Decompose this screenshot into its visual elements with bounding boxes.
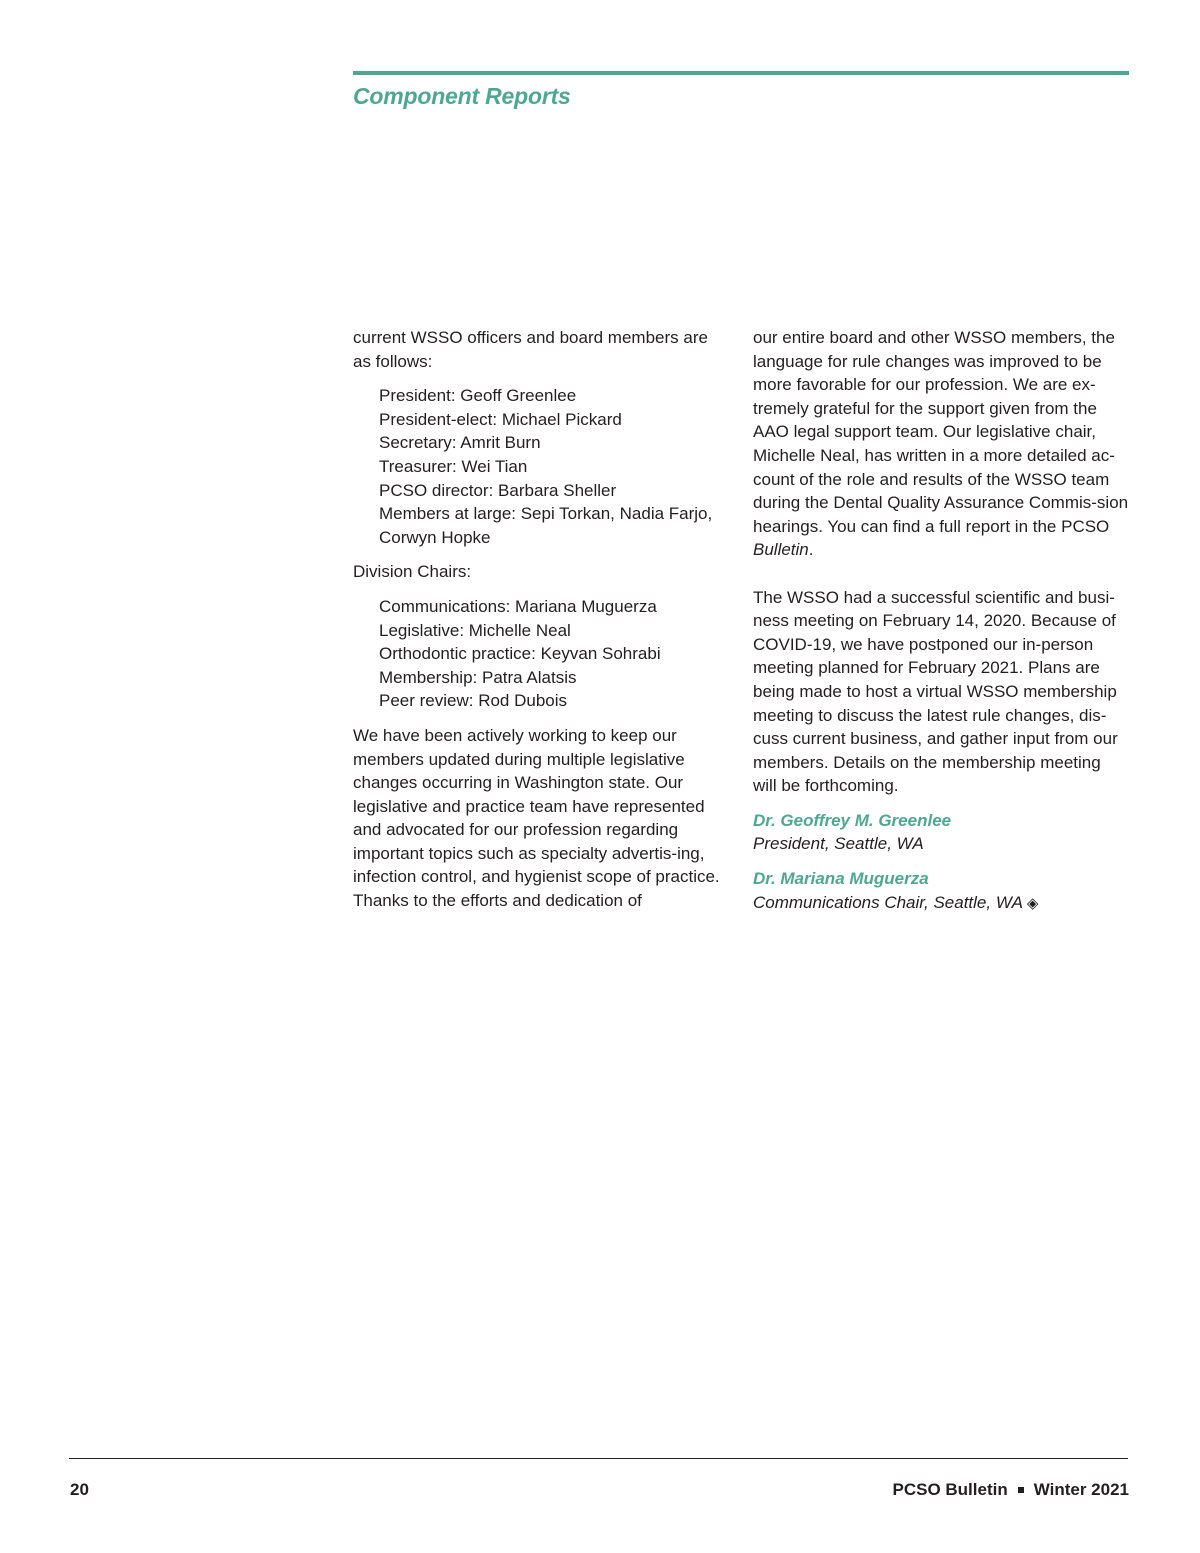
meeting-paragraph: The WSSO had a successful scientific and busi-ness meeting on February 14, 2020. Because of COVID-19, we have postponed our in-person meeting planned for February 2021. Plans are being made to host a virtual WSSO membership meeting to discuss the latest rule changes, dis-cuss current business, and gather input from our members. Details on the membership meeting will be forthcoming.: [753, 587, 1118, 796]
board-paragraph: [753, 326, 1129, 562]
signature-name: Dr. Mariana Muguerza: [753, 869, 929, 889]
signature-title: [753, 891, 1129, 916]
division-chair-item: Orthodontic practice: Keyvan Sohrabi: [379, 644, 661, 664]
officers-intro: current WSSO officers and board members are as follows:: [353, 328, 708, 371]
officer-item: President-elect: Michael Pickard: [379, 409, 622, 429]
division-chair-item: Legislative: Michelle Neal: [379, 620, 571, 640]
issue-date: Winter 2021: [1033, 1480, 1129, 1499]
left-column: [353, 326, 729, 913]
signature-title-text: Communications Chair, Seattle, WA: [753, 892, 1023, 912]
square-bullet-icon: [1018, 1487, 1024, 1493]
officer-item: Treasurer: Wei Tian: [379, 456, 528, 476]
officers-list: [353, 384, 729, 549]
signature-title: President, Seattle, WA: [753, 834, 924, 854]
officer-item: President: Geoff Greenlee: [379, 386, 577, 406]
officer-item: Members at large: Sepi Torkan, Nadia Farjo,: [379, 504, 713, 524]
board-paragraph-text: our entire board and other WSSO members, the language for rule changes was improved to be more favorable for our profession. We are ex-tremely grateful for the support given from the AAO legal support team. Our legislative chair, Michelle Neal, has written in a more detailed ac-count of the role and results of the WSSO team during the Dental Quality Assurance Commis-sion hearings. You can find a full report in the PCSO: [753, 328, 1129, 536]
publication-name: PCSO Bulletin: [892, 1480, 1008, 1499]
division-chairs-list: [353, 595, 729, 713]
division-chair-item: Communications: Mariana Muguerza: [379, 596, 657, 616]
footer-publication-info: [892, 1480, 1129, 1500]
board-paragraph-end: .: [808, 540, 814, 560]
end-of-article-icon: ◈: [1026, 894, 1039, 912]
officer-item: Secretary: Amrit Burn: [379, 433, 541, 453]
officer-item: Corwyn Hopke: [379, 527, 491, 547]
section-title: Component Reports: [353, 83, 571, 109]
page-number: 20: [70, 1480, 89, 1499]
right-column: [753, 326, 1129, 915]
header-rule: [353, 71, 1129, 75]
bulletin-title: Bulletin: [753, 540, 809, 560]
footer-rule: [69, 1458, 1128, 1459]
division-chair-item: Peer review: Rod Dubois: [379, 691, 568, 711]
division-chairs-heading: Division Chairs:: [353, 562, 472, 582]
signature-name: Dr. Geoffrey M. Greenlee: [753, 810, 952, 830]
division-chair-item: Membership: Patra Alatsis: [379, 667, 577, 687]
officer-item: PCSO director: Barbara Sheller: [379, 480, 617, 500]
legislative-paragraph: We have been actively working to keep our members updated during multiple legislative changes occurring in Washington state. Our legislative and practice team have represented and advocated for our profession regarding important topics such as specialty advertis-ing, infection control, and hygienist scope of practice. Thanks to the efforts and dedication of: [353, 725, 720, 911]
